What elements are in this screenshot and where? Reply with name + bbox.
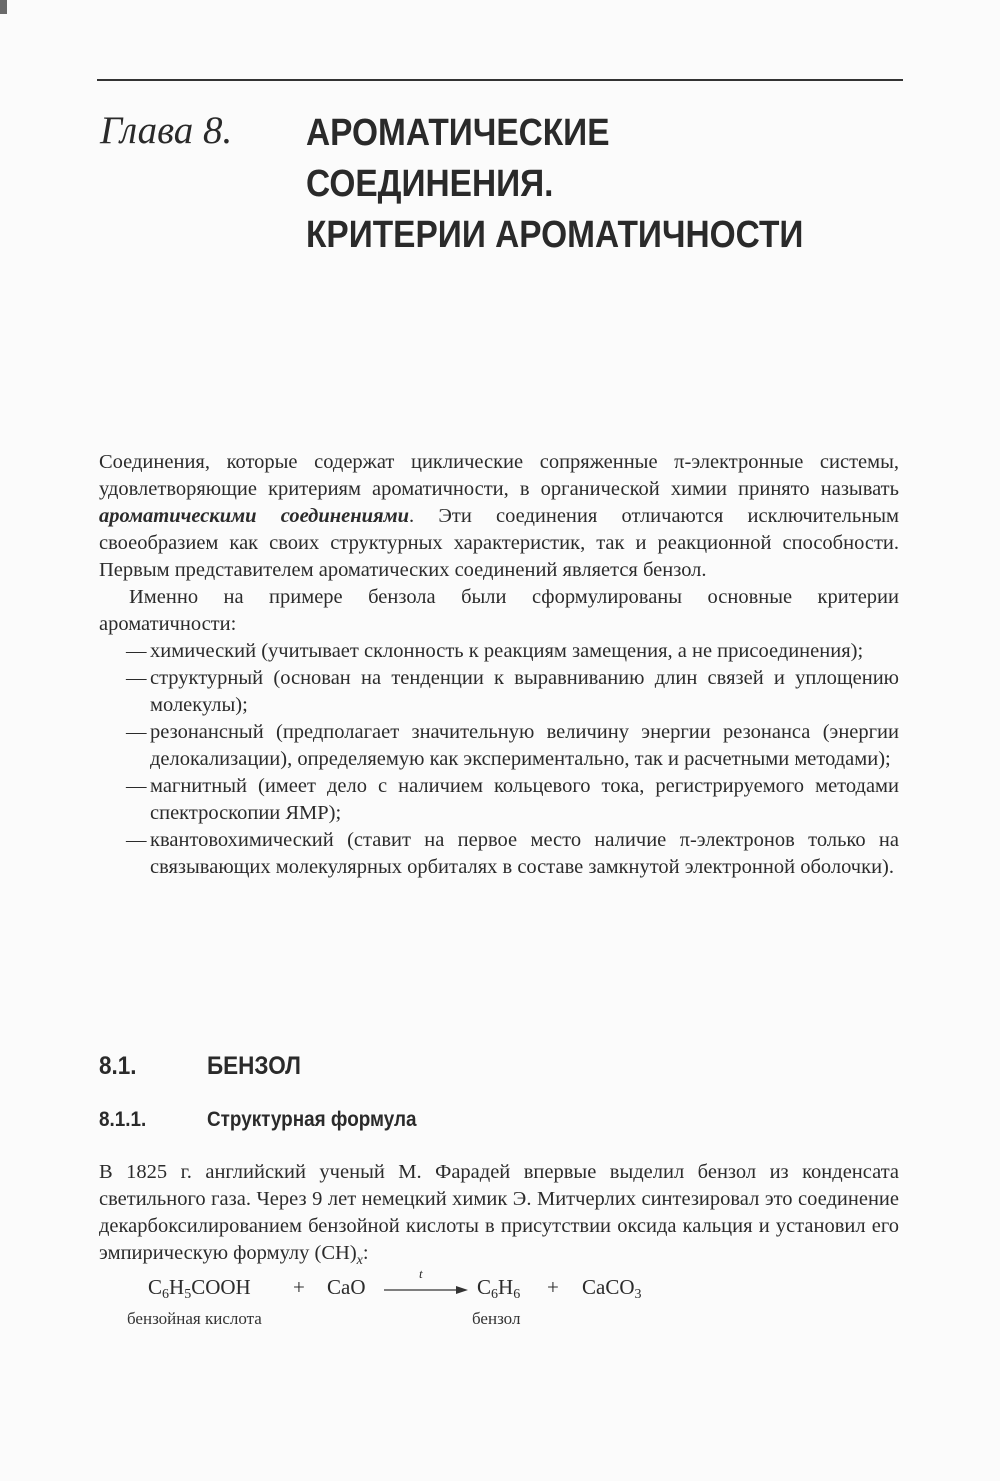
formula-part: H — [498, 1275, 514, 1299]
list-item-text: квантовохимический (ставит на первое место наличие π-электронов только на связывающих молекулярных орбиталях в составе замкнутой электронной оболочки). — [150, 829, 899, 878]
subsection-title: Структурная формула — [207, 1108, 417, 1131]
list-item-text: резонансный (предполагает значительную величину энергии резонанса (энергии делокализации), определяемую как экспериментально, так и расчетными методами); — [150, 721, 899, 770]
product-caco3 — [582, 1275, 642, 1303]
criteria-intro: Именно на примере бензола были сформулированы основные критерии ароматичности: — [99, 586, 899, 635]
list-item — [99, 773, 899, 827]
product-benzene — [477, 1275, 520, 1303]
caption-benzoic-acid: бензойная кислота — [127, 1309, 262, 1328]
formula-part: 6 — [491, 1287, 499, 1302]
list-item — [99, 719, 899, 773]
formula-part: C — [477, 1275, 492, 1299]
text-span: Соединения, которые содержат циклические сопряженные π-электронные системы, удовлетворяющие критериям ароматичности, в органической химии принято называть — [99, 451, 899, 500]
list-item-text: структурный (основан на тенденции к выравниванию длин связей и уплощению молекулы); — [150, 667, 899, 716]
formula-part: C — [148, 1275, 163, 1299]
criteria-list — [99, 638, 899, 881]
reactant-cao: CaO — [327, 1275, 366, 1299]
key-term: ароматическими соединениями — [99, 505, 410, 527]
chapter-title-line: КРИТЕРИИ АРОМАТИЧНОСТИ — [306, 214, 804, 256]
chapter-label: Глава 8. — [100, 109, 233, 152]
section-number: 8.1. — [99, 1052, 137, 1080]
formula-part: 6 — [162, 1287, 170, 1302]
text-span: . Эти соединения отличаются исключительным своеобразием как своих структурных характеристик, так и реакционной способности. Первым представителем ароматических соединений является бензол. — [99, 505, 899, 581]
chapter-title-line: АРОМАТИЧЕСКИЕ — [306, 112, 610, 154]
history-paragraph — [99, 1159, 899, 1274]
history-text — [99, 1159, 899, 1274]
caption-benzene: бензол — [472, 1309, 521, 1328]
list-item — [99, 638, 899, 665]
dash-marker: — — [126, 721, 147, 743]
dash-marker: — — [126, 775, 147, 797]
list-item — [99, 665, 899, 719]
formula-part: H — [169, 1275, 185, 1299]
formula-part: CaCO — [582, 1275, 635, 1299]
text-span: : — [362, 1242, 369, 1264]
intro-paragraph — [99, 449, 899, 584]
chapter-title-line: СОЕДИНЕНИЯ. — [306, 163, 554, 205]
formula-subscript: x — [356, 1253, 363, 1269]
chapter-title — [306, 108, 852, 261]
formula-part: 6 — [513, 1287, 521, 1302]
reaction-arrow-icon — [384, 1283, 470, 1297]
list-item — [99, 827, 899, 881]
list-item-text: магнитный (имеет дело с наличием кольцевого тока, регистрируемого методами спектроскопии ЯМР); — [150, 775, 899, 824]
text-span: В 1825 г. английский ученый М. Фарадей впервые выделил бензол из конденсата светильного газа. Через 9 лет немецкий химик Э. Митчерлих синтезировал это соединение декарбоксилированием бензойной кислоты в присутствии оксида кальция и установил его эмпирическую формулу (CH) — [99, 1161, 899, 1264]
section-title: БЕНЗОЛ — [207, 1052, 301, 1080]
header-rule — [97, 79, 903, 81]
dash-marker: — — [126, 829, 147, 851]
formula-part: 3 — [634, 1287, 642, 1302]
plus-sign: + — [547, 1275, 559, 1299]
reactant-benzoic-acid — [148, 1275, 251, 1303]
intro-text — [99, 449, 899, 881]
scan-mark — [0, 0, 7, 14]
reaction-condition: t — [419, 1266, 423, 1281]
formula-part: COOH — [191, 1275, 251, 1299]
dash-marker: — — [126, 640, 147, 662]
plus-sign: + — [293, 1275, 305, 1299]
dash-marker: — — [126, 667, 147, 689]
formula-part: 5 — [184, 1287, 192, 1302]
list-item-text: химический (учитывает склонность к реакциям замещения, а не присоединения); — [150, 640, 864, 662]
subsection-number: 8.1.1. — [99, 1108, 147, 1131]
